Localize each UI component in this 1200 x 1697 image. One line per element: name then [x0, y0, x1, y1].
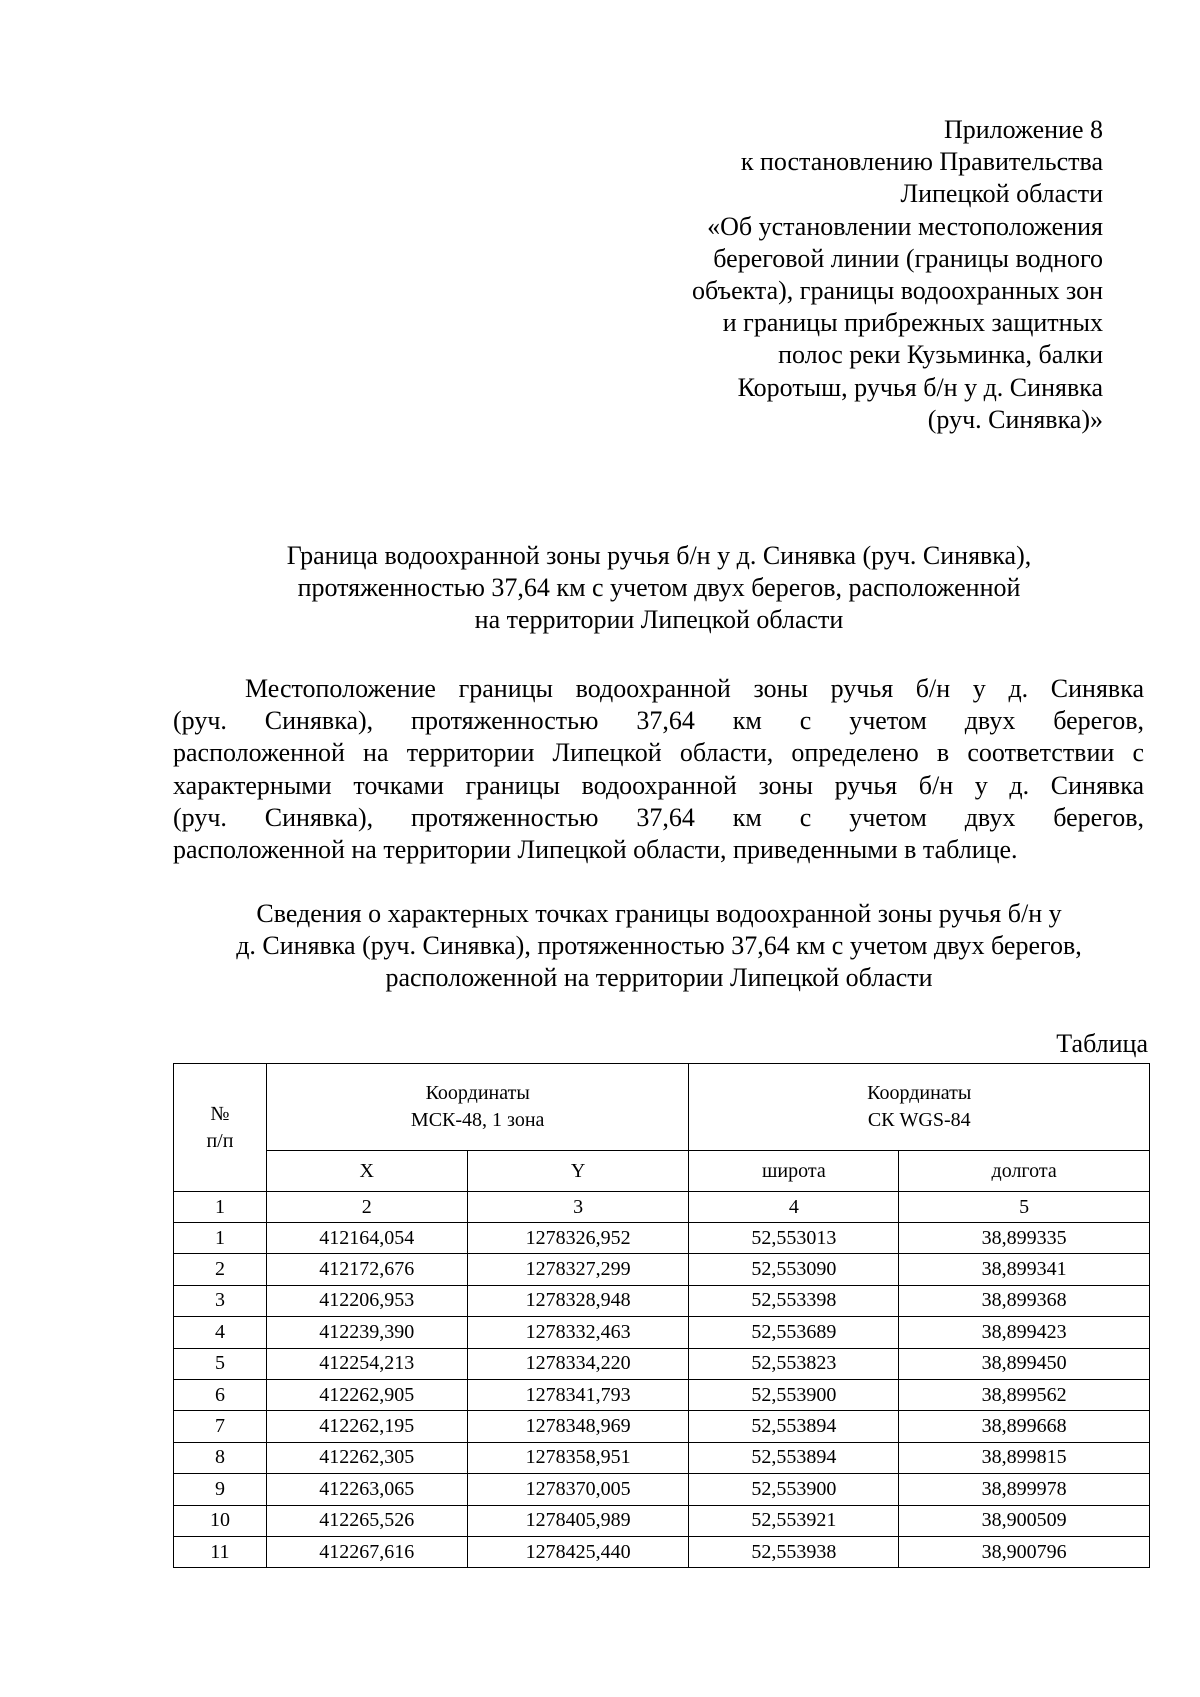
paragraph-line: характерными точками границы водоохранной зоны ручья б/н у д. Синявка — [173, 770, 1144, 800]
cell-latitude: 52,553689 — [689, 1317, 899, 1348]
table-header-row — [174, 1064, 1150, 1151]
cell-number: 8 — [174, 1442, 267, 1473]
table-label: Таблица — [1056, 1029, 1148, 1058]
header-lon: долгота — [899, 1151, 1150, 1192]
cell-number: 1 — [174, 1223, 267, 1254]
appendix-line: «Об установлении местоположения — [707, 211, 1103, 241]
header-wgs-cell — [689, 1064, 1150, 1151]
caption-line: расположенной на территории Липецкой области — [385, 963, 933, 992]
header-num-line: № — [210, 1102, 230, 1125]
title-line: на территории Липецкой области — [474, 605, 844, 634]
document-title — [170, 540, 1148, 636]
appendix-header — [543, 114, 1103, 436]
cell-latitude: 52,553894 — [689, 1442, 899, 1473]
cell-x: 412262,905 — [266, 1379, 467, 1410]
cell-number: 4 — [174, 1317, 267, 1348]
cell-x: 412206,953 — [266, 1285, 467, 1316]
cell-longitude: 38,899368 — [899, 1285, 1150, 1316]
cell-longitude: 38,899423 — [899, 1317, 1150, 1348]
title-line: протяженностью 37,64 км с учетом двух берегов, расположенной — [297, 573, 1021, 602]
table-row — [174, 1285, 1150, 1316]
cell-number: 6 — [174, 1379, 267, 1410]
cell-y: 1278358,951 — [467, 1442, 689, 1473]
cell-x: 412164,054 — [266, 1223, 467, 1254]
header-msk-line: Координаты — [425, 1082, 530, 1104]
cell-longitude: 38,900509 — [899, 1505, 1150, 1536]
cell-y: 1278328,948 — [467, 1285, 689, 1316]
cell-longitude: 38,899815 — [899, 1442, 1150, 1473]
cell-x: 412267,616 — [266, 1536, 467, 1567]
appendix-line: (руч. Синявка)» — [927, 404, 1103, 434]
cell-x: 412239,390 — [266, 1317, 467, 1348]
cell-longitude: 38,899335 — [899, 1223, 1150, 1254]
table-row — [174, 1474, 1150, 1505]
paragraph-line: расположенной на территории Липецкой области, приведенными в таблице. — [173, 834, 1018, 864]
cell-number: 3 — [174, 1285, 267, 1316]
cell-x: 412254,213 — [266, 1348, 467, 1379]
header-y: Y — [467, 1151, 689, 1192]
caption-line: д. Синявка (руч. Синявка), протяженностью 37,64 км с учетом двух берегов, — [236, 931, 1082, 960]
cell-y: 1278332,463 — [467, 1317, 689, 1348]
table-row — [174, 1317, 1150, 1348]
cell-number: 9 — [174, 1474, 267, 1505]
cell-latitude: 52,553921 — [689, 1505, 899, 1536]
header-msk-line: МСК-48, 1 зона — [410, 1109, 545, 1131]
cell-number: 7 — [174, 1411, 267, 1442]
table-row — [174, 1442, 1150, 1473]
appendix-line: и границы прибрежных защитных — [722, 308, 1103, 338]
column-number-row — [174, 1192, 1150, 1223]
cell-latitude: 52,553398 — [689, 1285, 899, 1316]
cell-latitude: 52,553090 — [689, 1254, 899, 1285]
cell-latitude: 52,553900 — [689, 1379, 899, 1410]
cell-longitude: 38,899341 — [899, 1254, 1150, 1285]
cell-latitude: 52,553823 — [689, 1348, 899, 1379]
cell-latitude: 52,553013 — [689, 1223, 899, 1254]
cell-latitude: 52,553938 — [689, 1536, 899, 1567]
cell-x: 412265,526 — [266, 1505, 467, 1536]
cell-y: 1278370,005 — [467, 1474, 689, 1505]
cell-y: 1278425,440 — [467, 1536, 689, 1567]
cell-number: 5 — [174, 1348, 267, 1379]
appendix-line: полос реки Кузьминка, балки — [778, 340, 1103, 370]
cell-x: 412172,676 — [266, 1254, 467, 1285]
appendix-line: объекта), границы водоохранных зон — [692, 276, 1103, 306]
appendix-line: Приложение 8 — [943, 115, 1103, 144]
table-row — [174, 1536, 1150, 1567]
cell-x: 412263,065 — [266, 1474, 467, 1505]
paragraph-line: расположенной на территории Липецкой области, определено в соответствии с — [173, 738, 1144, 768]
cell-longitude: 38,899668 — [899, 1411, 1150, 1442]
caption-line: Сведения о характерных точках границы водоохранной зоны ручья б/н у — [256, 899, 1062, 928]
header-wgs-line: Координаты — [867, 1082, 972, 1104]
column-number: 4 — [689, 1192, 899, 1223]
table-caption — [170, 898, 1148, 994]
cell-y: 1278405,989 — [467, 1505, 689, 1536]
column-number: 2 — [266, 1192, 467, 1223]
table-row — [174, 1348, 1150, 1379]
cell-x: 412262,305 — [266, 1442, 467, 1473]
appendix-line: Липецкой области — [900, 179, 1103, 209]
header-msk-cell — [266, 1064, 689, 1151]
cell-longitude: 38,899562 — [899, 1379, 1150, 1410]
paragraph-line: (руч. Синявка), протяженностью 37,64 км с учетом двух берегов, — [173, 802, 1144, 832]
table-row — [174, 1505, 1150, 1536]
cell-longitude: 38,899978 — [899, 1474, 1150, 1505]
cell-y: 1278348,969 — [467, 1411, 689, 1442]
cell-latitude: 52,553894 — [689, 1411, 899, 1442]
header-num-line: п/п — [206, 1129, 234, 1152]
cell-latitude: 52,553900 — [689, 1474, 899, 1505]
cell-number: 11 — [174, 1536, 267, 1567]
table-body — [174, 1223, 1150, 1568]
column-number: 1 — [174, 1192, 267, 1223]
column-number: 5 — [899, 1192, 1150, 1223]
cell-y: 1278326,952 — [467, 1223, 689, 1254]
header-lat: широта — [689, 1151, 899, 1192]
cell-number: 2 — [174, 1254, 267, 1285]
table-row — [174, 1411, 1150, 1442]
cell-x: 412262,195 — [266, 1411, 467, 1442]
coordinates-table — [173, 1063, 1150, 1568]
header-x: X — [266, 1151, 467, 1192]
paragraph-line: (руч. Синявка), протяженностью 37,64 км с учетом двух берегов, — [173, 706, 1144, 736]
cell-longitude: 38,900796 — [899, 1536, 1150, 1567]
table-row — [174, 1223, 1150, 1254]
paragraph-line: Местоположение границы водоохранной зоны ручья б/н у д. Синявка — [245, 674, 1144, 703]
cell-y: 1278327,299 — [467, 1254, 689, 1285]
body-paragraph — [173, 673, 1144, 866]
cell-longitude: 38,899450 — [899, 1348, 1150, 1379]
column-number: 3 — [467, 1192, 689, 1223]
table-row — [174, 1379, 1150, 1410]
appendix-line: береговой линии (границы водного — [713, 243, 1103, 273]
title-line: Граница водоохранной зоны ручья б/н у д. Синявка (руч. Синявка), — [286, 541, 1032, 570]
cell-y: 1278341,793 — [467, 1379, 689, 1410]
cell-number: 10 — [174, 1505, 267, 1536]
cell-y: 1278334,220 — [467, 1348, 689, 1379]
header-num-cell — [174, 1064, 267, 1192]
table-subheader-row — [174, 1151, 1150, 1192]
appendix-line: Коротыш, ручья б/н у д. Синявка — [737, 372, 1103, 402]
appendix-line: к постановлению Правительства — [740, 147, 1103, 177]
table-row — [174, 1254, 1150, 1285]
header-wgs-line: СК WGS-84 — [867, 1109, 971, 1131]
